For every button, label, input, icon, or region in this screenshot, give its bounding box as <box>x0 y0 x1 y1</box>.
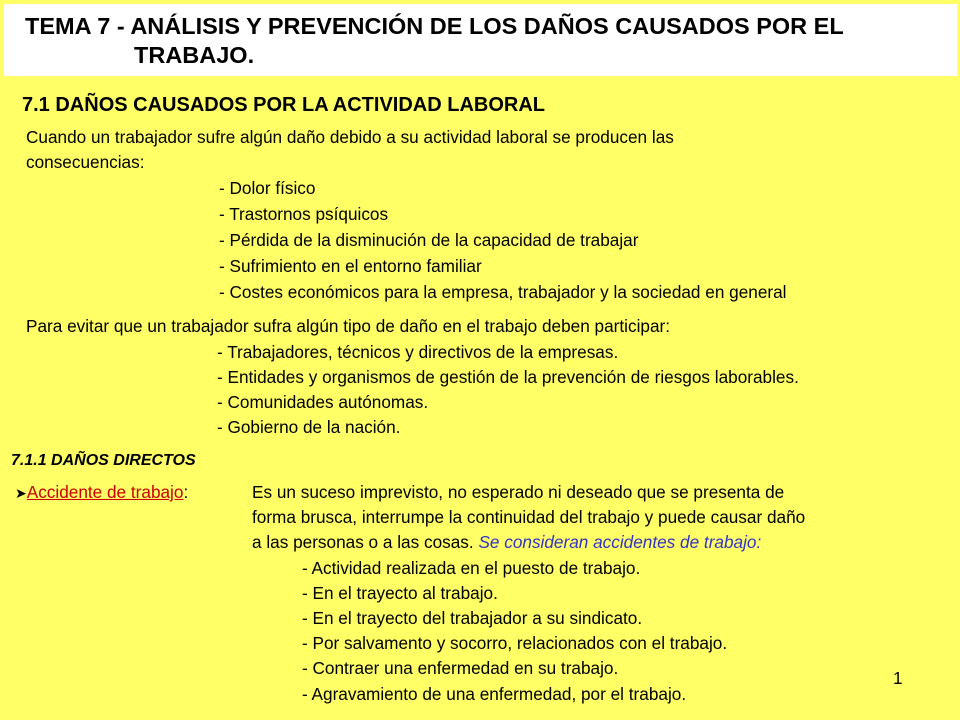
list-item: - En el trayecto al trabajo. <box>302 583 498 603</box>
list-item: - Gobierno de la nación. <box>217 417 401 437</box>
definition-line-2: forma brusca, interrumpe la continuidad del trabajo y puede causar daño <box>252 507 806 527</box>
section-heading-7-1-1: 7.1.1 DAÑOS DIRECTOS <box>11 452 196 469</box>
definition-line-1: Es un suceso imprevisto, no esperado ni deseado que se presenta de <box>252 482 785 502</box>
list-item: - Trabajadores, técnicos y directivos de la empresas. <box>217 342 619 362</box>
list-item: - Comunidades autónomas. <box>217 392 429 412</box>
list-item: - Contraer una enfermedad en su trabajo. <box>302 658 619 678</box>
term-colon: : <box>183 482 189 502</box>
list-item: - Sufrimiento en el entorno familiar <box>219 256 482 276</box>
definition-line-3 <box>252 530 761 555</box>
page-title-line2: TRABAJO. <box>134 42 255 68</box>
page-number: 1 <box>893 668 903 688</box>
list-item: - Agravamiento de una enfermedad, por el trabajo. <box>302 684 687 704</box>
list-item: - Pérdida de la disminución de la capacidad de trabajar <box>219 230 639 250</box>
page-title-line1: TEMA 7 - ANÁLISIS Y PREVENCIÓN DE LOS DAÑOS CAUSADOS POR EL <box>25 13 844 39</box>
list-item: - Trastornos psíquicos <box>219 204 389 224</box>
list-item: - En el trayecto del trabajador a su sindicato. <box>302 608 643 628</box>
participants-intro: Para evitar que un trabajador sufra algún tipo de daño en el trabajo deben participar: <box>26 316 671 336</box>
title-box <box>4 4 957 76</box>
definition-emphasis: Se consideran accidentes de trabajo: <box>478 532 762 552</box>
arrow-bullet-icon: ➤ <box>15 485 27 501</box>
intro-line-2: consecuencias: <box>26 152 145 172</box>
section-heading-7-1: 7.1 DAÑOS CAUSADOS POR LA ACTIVIDAD LABORAL <box>22 94 545 116</box>
list-item: - Por salvamento y socorro, relacionados con el trabajo. <box>302 633 728 653</box>
list-item: - Dolor físico <box>219 178 316 198</box>
accident-term: Accidente de trabajo <box>26 482 184 502</box>
intro-line-1: Cuando un trabajador sufre algún daño debido a su actividad laboral se producen las <box>26 127 674 147</box>
list-item: - Actividad realizada en el puesto de trabajo. <box>302 558 641 578</box>
list-item: - Costes económicos para la empresa, trabajador y la sociedad en general <box>219 282 787 302</box>
definition-line-3-text: a las personas o a las cosas. <box>252 532 474 552</box>
list-item: - Entidades y organismos de gestión de la prevención de riesgos laborables. <box>217 367 799 387</box>
accident-definition-row <box>15 480 188 506</box>
